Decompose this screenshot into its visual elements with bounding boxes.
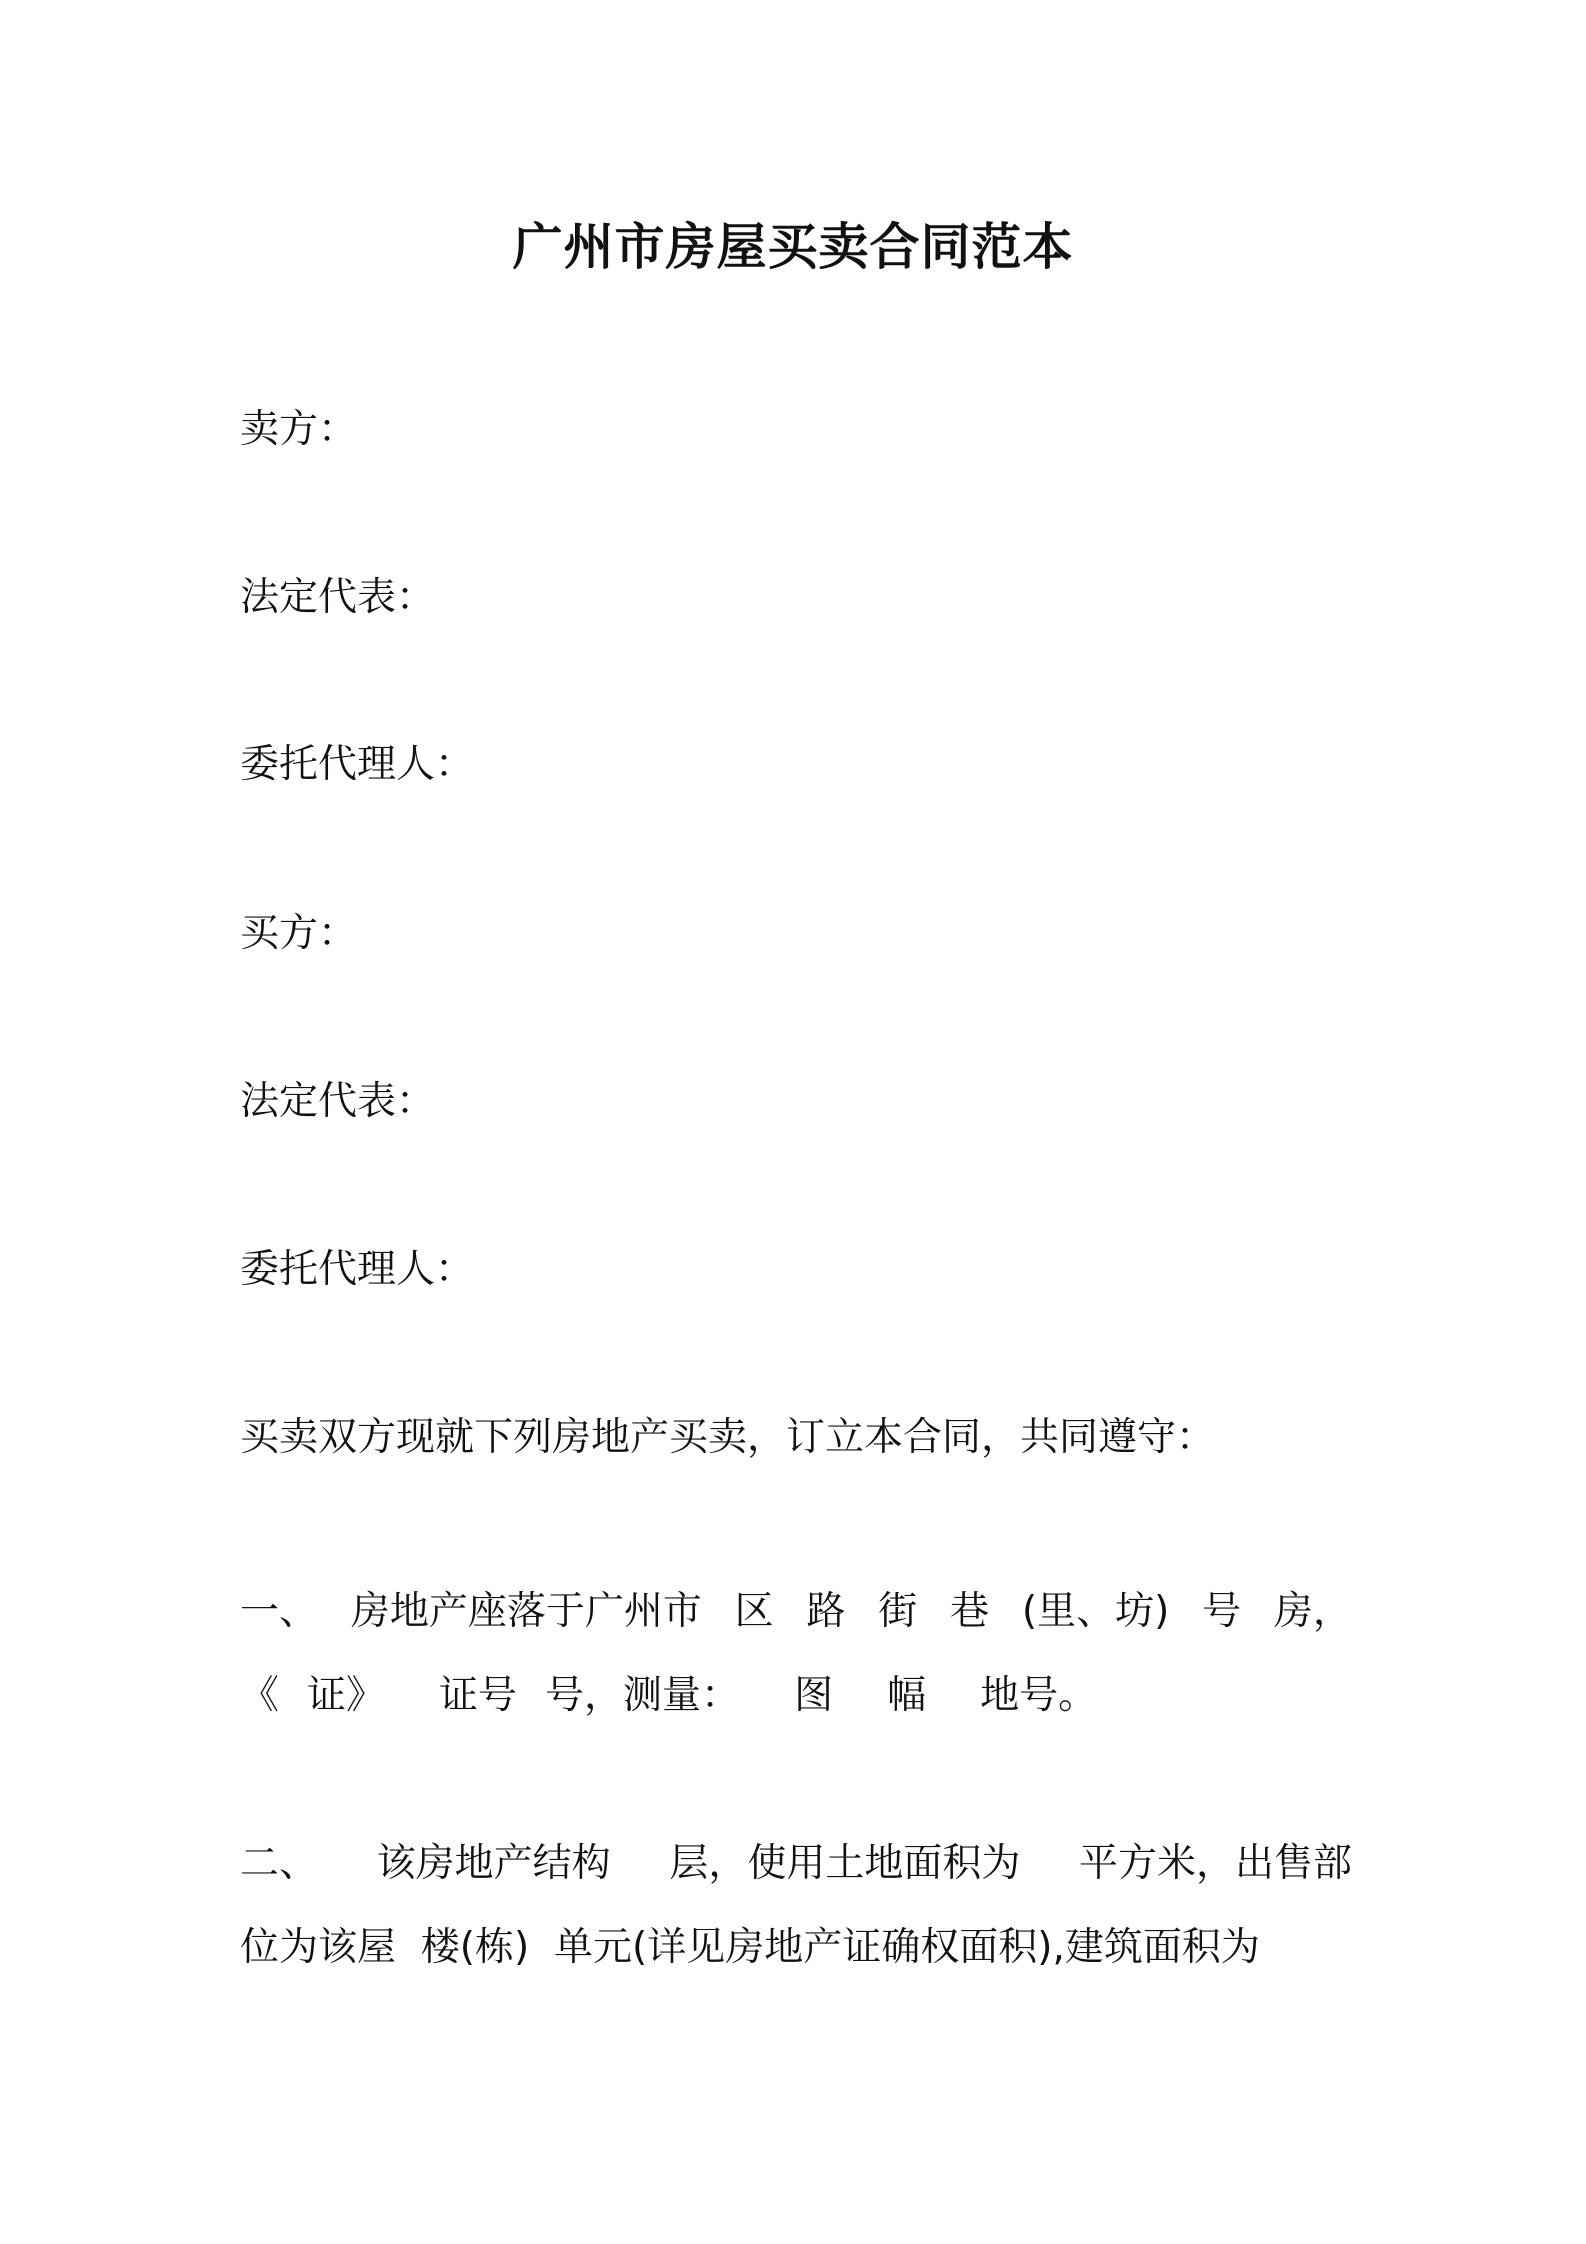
- seller-legal-rep-label: 法定代表：: [240, 575, 436, 620]
- clause-1-survey: 号，测量：: [545, 1673, 741, 1718]
- clause-1-room: 房，: [1273, 1589, 1352, 1634]
- clause-2-line-2: 位为该屋 楼(栋) 单元(详见房地产证确权面积),建筑面积为: [240, 1925, 1260, 1970]
- seller-label: 卖方：: [240, 407, 358, 452]
- seller-agent-label: 委托代理人：: [240, 742, 475, 787]
- clause-2-sale-part: 平方米，出售部: [1078, 1841, 1352, 1886]
- clause-1-line-2: [240, 1654, 1352, 1738]
- clause-2-structure: 该房地产结构: [376, 1841, 611, 1886]
- clause-1-text-location: 房地产座落于广州市: [350, 1589, 702, 1634]
- clause-1-sheet: 幅: [887, 1673, 927, 1718]
- clause-1-number: 一、: [240, 1589, 319, 1634]
- clause-2-line-1: [240, 1822, 1352, 1906]
- clause-1: [240, 1570, 1352, 1738]
- clause-2-number: 二、: [240, 1841, 319, 1886]
- clause-1-line-1: [240, 1570, 1352, 1654]
- clause-1-district: 区: [734, 1589, 774, 1634]
- buyer-label: 买方：: [240, 911, 358, 956]
- clause-1-alley: (里、坊): [1021, 1589, 1170, 1634]
- clause-1-lot-no: 地号。: [980, 1673, 1098, 1718]
- buyer-legal-rep-label: 法定代表：: [240, 1079, 436, 1124]
- clause-1-cert-open: 《: [240, 1673, 280, 1718]
- clause-1-street: 街: [878, 1589, 918, 1634]
- clause-1-map: 图: [794, 1673, 834, 1718]
- clause-1-lane: 巷: [950, 1589, 990, 1634]
- clause-2: [240, 1822, 1352, 1990]
- clause-1-cert: 证》: [307, 1673, 386, 1718]
- clause-1-road: 路: [806, 1589, 846, 1634]
- document-title: 广州市房屋买卖合同范本: [512, 218, 1074, 276]
- clause-1-number-label: 号: [1202, 1589, 1242, 1634]
- clause-1-cert-no: 证号: [439, 1673, 518, 1718]
- buyer-agent-label: 委托代理人：: [240, 1247, 475, 1292]
- clause-2-land-area: 层，使用土地面积为: [669, 1841, 1021, 1886]
- intro-paragraph: 买卖双方现就下列房地产买卖，订立本合同，共同遵守：: [240, 1415, 1216, 1460]
